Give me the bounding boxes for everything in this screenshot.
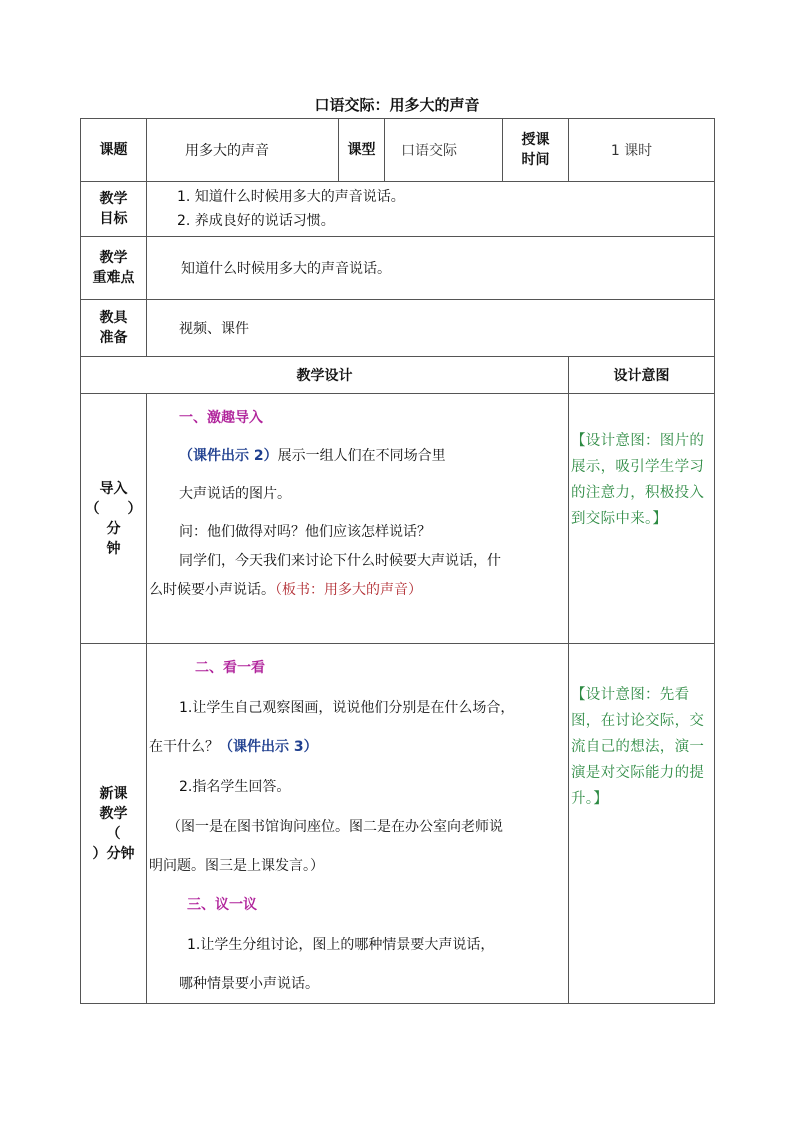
key-points-text: 知道什么时候用多大的声音说话。 — [147, 237, 715, 300]
time-label-line-1: 授课 — [521, 132, 550, 148]
new-lesson-design — [147, 644, 569, 1004]
design-header-row — [81, 357, 715, 394]
intro-label-line-3: 钟 — [106, 540, 121, 557]
new-lesson-label-line-4: ）分钟 — [92, 845, 135, 862]
intro-design — [147, 394, 569, 644]
key-points-label-line-2: 重难点 — [92, 270, 135, 286]
type-value: 口语交际 — [385, 119, 503, 182]
new-lesson-label-line-2: 教学 — [99, 805, 128, 822]
topic-value: 用多大的声音 — [147, 119, 339, 182]
intro-purpose-cell — [569, 394, 715, 644]
intro-question: 问：他们做得对吗？他们应该怎样说话？ — [179, 524, 431, 540]
time-label — [503, 119, 569, 182]
key-points-row — [81, 237, 715, 300]
intro-line-3: 同学们，今天我们来讨论下什么时候要大声说话，什 — [179, 553, 501, 569]
intro-row — [81, 394, 715, 644]
intro-label — [81, 394, 147, 644]
step-1-line-1: 1.让学生自己观察图画，说说他们分别是在什么场合， — [179, 700, 515, 716]
goals-row — [81, 182, 715, 237]
intro-line-4 — [149, 580, 568, 600]
section-2-heading: 二、看一看 — [195, 660, 265, 676]
board-note: （板书：用多大的声音） — [275, 582, 422, 598]
materials-label — [81, 300, 147, 357]
page-title: 口语交际：用多大的声音 — [314, 96, 480, 114]
new-lesson-label-line-3: （ — [106, 825, 121, 842]
new-lesson-row — [81, 644, 715, 1004]
design-header: 教学设计 — [81, 357, 569, 394]
topic-label: 课题 — [81, 119, 147, 182]
step-1-line-2 — [149, 737, 568, 757]
section-3-heading: 三、议一议 — [187, 897, 257, 913]
courseware-tag-2: （课件出示 3） — [219, 739, 318, 755]
new-lesson-label — [81, 644, 147, 1004]
goals-label — [81, 182, 147, 237]
new-lesson-purpose-cell — [569, 644, 715, 1004]
materials-label-line-2: 准备 — [99, 330, 128, 346]
goals-label-line-1: 教学 — [99, 191, 128, 207]
courseware-tag: （课件出示 2） — [179, 448, 278, 464]
step-2: 2.指名学生回答。 — [179, 779, 291, 795]
key-points-label-line-1: 教学 — [99, 250, 128, 266]
intro-line-1 — [149, 446, 568, 466]
discuss-line-2: 哪种情景要小声说话。 — [179, 976, 319, 992]
answer-line-2: 明问题。图三是上课发言。） — [149, 858, 324, 874]
materials-row — [81, 300, 715, 357]
materials-label-line-1: 教具 — [99, 310, 128, 326]
time-label-line-2: 时间 — [521, 152, 550, 168]
time-value: 1 课时 — [569, 119, 715, 182]
intro-label-line-2: （ ）分 — [85, 500, 142, 537]
new-lesson-purpose: 【设计意图：先看图，在讨论交际，交流自己的想法，演一演是对交际能力的提升。】 — [571, 687, 705, 807]
purpose-header: 设计意图 — [569, 357, 715, 394]
intro-purpose: 【设计意图：图片的展示，吸引学生学习的注意力，积极投入到交际中来。】 — [571, 433, 705, 527]
goal-item: 1. 知道什么时候用多大的声音说话。 — [177, 189, 405, 205]
goals-label-line-2: 目标 — [99, 211, 128, 227]
intro-line-2: 大声说话的图片。 — [179, 486, 291, 502]
intro-text-4: 么时候要小声说话。 — [149, 582, 275, 598]
step-1-text: 在干什么？ — [149, 739, 219, 755]
info-row — [81, 119, 715, 182]
answer-line-1: （图一是在图书馆询问座位。图二是在办公室向老师说 — [167, 819, 503, 835]
goals-content — [147, 182, 715, 237]
intro-label-line-1: 导入 — [99, 480, 128, 497]
discuss-line-1: 1.让学生分组讨论，图上的哪种情景要大声说话， — [187, 937, 495, 953]
intro-heading: 一、激趣导入 — [179, 410, 263, 426]
key-points-label — [81, 237, 147, 300]
new-lesson-label-line-1: 新课 — [99, 785, 128, 802]
goal-item: 2. 养成良好的说话习惯。 — [177, 213, 335, 229]
type-label: 课型 — [339, 119, 385, 182]
intro-text-1: 展示一组人们在不同场合里 — [277, 448, 446, 464]
materials-text: 视频、课件 — [147, 300, 715, 357]
lesson-plan-table — [80, 118, 715, 1004]
